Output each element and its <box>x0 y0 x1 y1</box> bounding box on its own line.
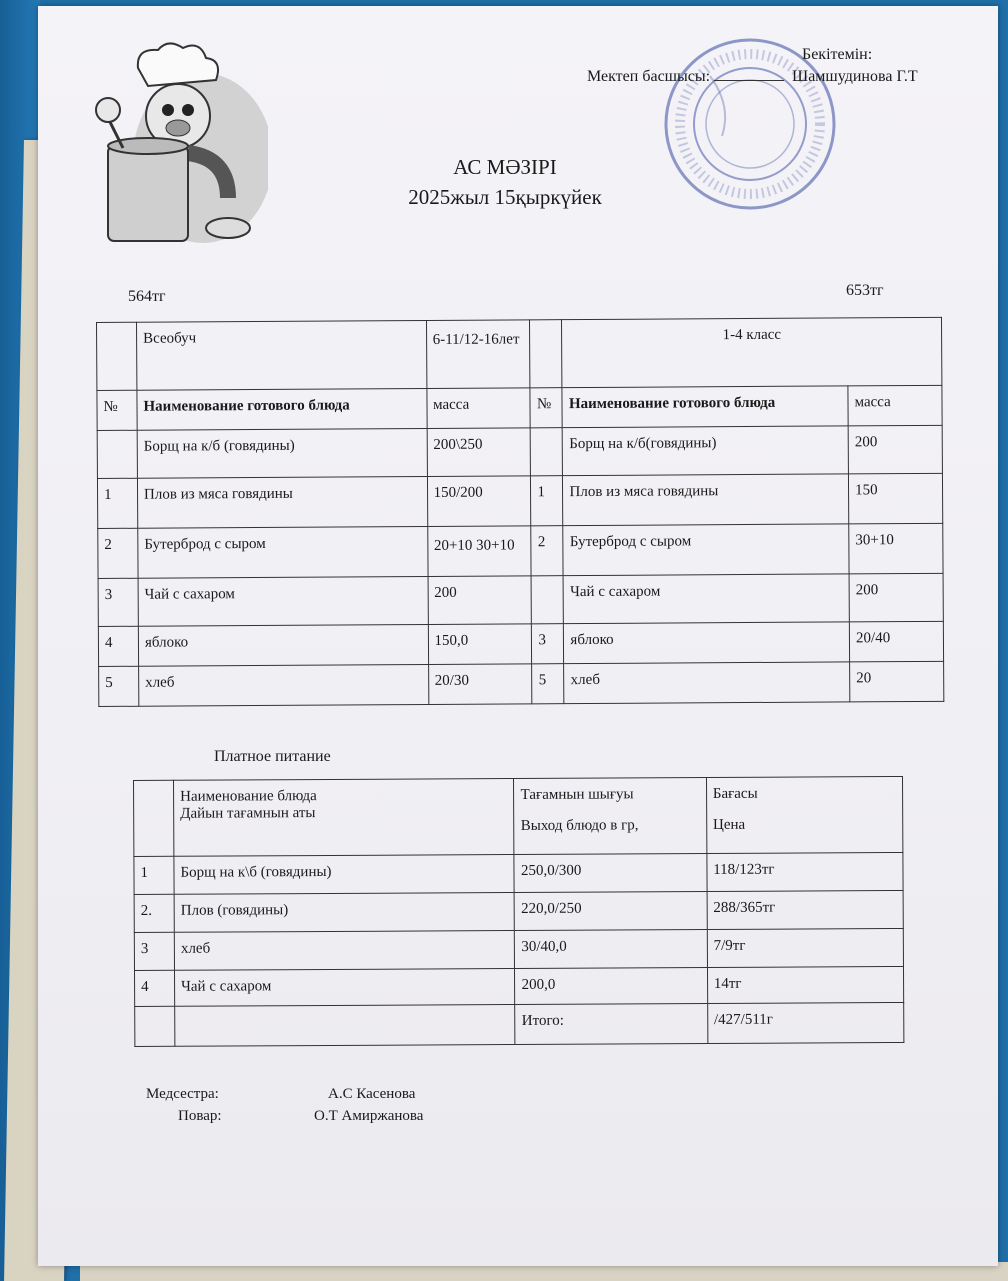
dish-name: Чай с сахаром <box>564 574 850 624</box>
approve-label: Бекітемін: <box>802 46 873 63</box>
dish-name: Плов из мяса говядины <box>137 476 427 528</box>
dish-mass: 200\250 <box>427 428 531 477</box>
col-dish: Наименование готового блюда <box>137 388 427 430</box>
price-left: 564тг <box>128 288 166 305</box>
dish-price: 7/9тг <box>707 928 903 967</box>
header-out-kz: Тағамнын шығуы <box>520 786 634 803</box>
paid-title: Платное питание <box>214 748 331 765</box>
paid-table <box>133 776 904 1047</box>
price-right: 653тг <box>846 282 884 299</box>
dish-mass: 150 <box>849 473 943 524</box>
dish-output: 200,0 <box>515 967 707 1004</box>
dish-name: Бутерброд с сыром <box>138 526 428 578</box>
director-label: Мектеп басшысы: <box>587 68 711 85</box>
dish-mass: 20/40 <box>849 621 943 662</box>
dish-mass: 150,0 <box>428 624 532 665</box>
dish-name: Борщ на к\б (говядины) <box>174 855 515 895</box>
col-no: № <box>530 388 562 428</box>
dish-mass: 20 <box>850 661 944 702</box>
table-row <box>97 425 942 478</box>
approval-block <box>587 44 918 88</box>
table-row: 4 яблоко 150,0 3 яблоко 20/40 <box>98 621 943 666</box>
dish-name: яблоко <box>138 624 428 666</box>
table-row: 2 Бутерброд с сыром 20+10 30+10 2 Бутерброд с сыром 30+10 <box>98 523 943 578</box>
dish-price: 288/365тг <box>707 890 903 929</box>
cook-name: О.Т Амиржанова <box>314 1108 424 1124</box>
table-row: 4 Чай с сахаром 200,0 14тг <box>134 966 903 1006</box>
director-name: Шамшудинова Г.Т <box>792 68 918 85</box>
title-block <box>400 152 610 212</box>
dish-name: Борщ на к/б(говядины) <box>563 426 849 476</box>
dish-name: хлеб <box>139 664 429 706</box>
group-left: Всеобуч <box>136 320 426 390</box>
dish-mass: 200 <box>428 576 532 625</box>
group-right: 1-4 класс <box>562 317 942 387</box>
dish-mass: 20+10 30+10 <box>427 526 531 577</box>
dish-output: 30/40,0 <box>515 929 707 968</box>
header-price-ru: Цена <box>712 816 746 833</box>
dish-mass: 30+10 <box>849 523 943 574</box>
menu-date: 2025жыл 15қыркүйек <box>408 185 602 209</box>
dish-price: 14тг <box>707 966 903 1003</box>
menu-table <box>96 317 944 707</box>
dish-mass: 200 <box>848 425 942 474</box>
table-row: 1 Плов из мяса говядины 150/200 1 Плов из мяса говядины 150 <box>97 473 942 528</box>
col-no: № <box>97 390 137 430</box>
dish-mass: 150/200 <box>427 476 531 527</box>
total-value: /427/511г <box>707 1002 903 1043</box>
table-row: 5 хлеб 20/30 5 хлеб 20 <box>99 661 944 706</box>
page-title: АС МӘЗІРІ <box>453 155 557 179</box>
dish-output: 250,0/300 <box>514 853 706 892</box>
dish-mass: 20/30 <box>428 664 532 705</box>
table-row: 3 Чай с сахаром 200 Чай с сахаром 200 <box>98 573 943 626</box>
col-dish: Наименование готового блюда <box>562 386 848 428</box>
nurse-name: А.С Касенова <box>328 1086 416 1102</box>
table-row: 1 Борщ на к\б (говядины) 250,0/300 118/123тг <box>134 852 903 894</box>
header-name-kz: Дайын тағамнын аты <box>180 805 316 822</box>
dish-name: Чай с сахаром <box>138 576 428 626</box>
dish-name: Чай с сахаром <box>175 969 516 1007</box>
col-mass: масса <box>426 388 530 429</box>
header-name-ru: Наименование блюда <box>180 788 317 805</box>
dish-name: Плов (говядины) <box>174 893 515 933</box>
cook-label: Повар: <box>178 1108 222 1124</box>
nurse-label: Медсестра: <box>146 1086 219 1102</box>
header-out-ru: Выход блюдо в гр, <box>520 817 639 834</box>
dish-name: Плов из мяса говядины <box>563 474 849 526</box>
dish-name: яблоко <box>564 622 850 664</box>
signature-line <box>714 80 784 81</box>
dish-name: хлеб <box>174 931 515 971</box>
dish-mass: 200 <box>849 573 943 622</box>
table-row: 2. Плов (говядины) 220,0/250 288/365тг <box>134 890 903 932</box>
dish-name: хлеб <box>564 662 850 704</box>
col-mass: масса <box>848 385 942 426</box>
dish-name: Борщ на к/б (говядины) <box>137 428 427 478</box>
dish-name: Бутерброд с сыром <box>563 524 849 576</box>
dish-price: 118/123тг <box>707 852 903 891</box>
total-row <box>135 1002 904 1046</box>
dish-output: 220,0/250 <box>515 891 707 930</box>
age-left: 6-11/12-16лет <box>426 320 530 389</box>
chef-mascot-icon <box>78 38 268 248</box>
header-price-kz: Бағасы <box>712 785 758 802</box>
total-label: Итого: <box>515 1003 707 1044</box>
table-row: 3 хлеб 30/40,0 7/9тг <box>134 928 903 970</box>
